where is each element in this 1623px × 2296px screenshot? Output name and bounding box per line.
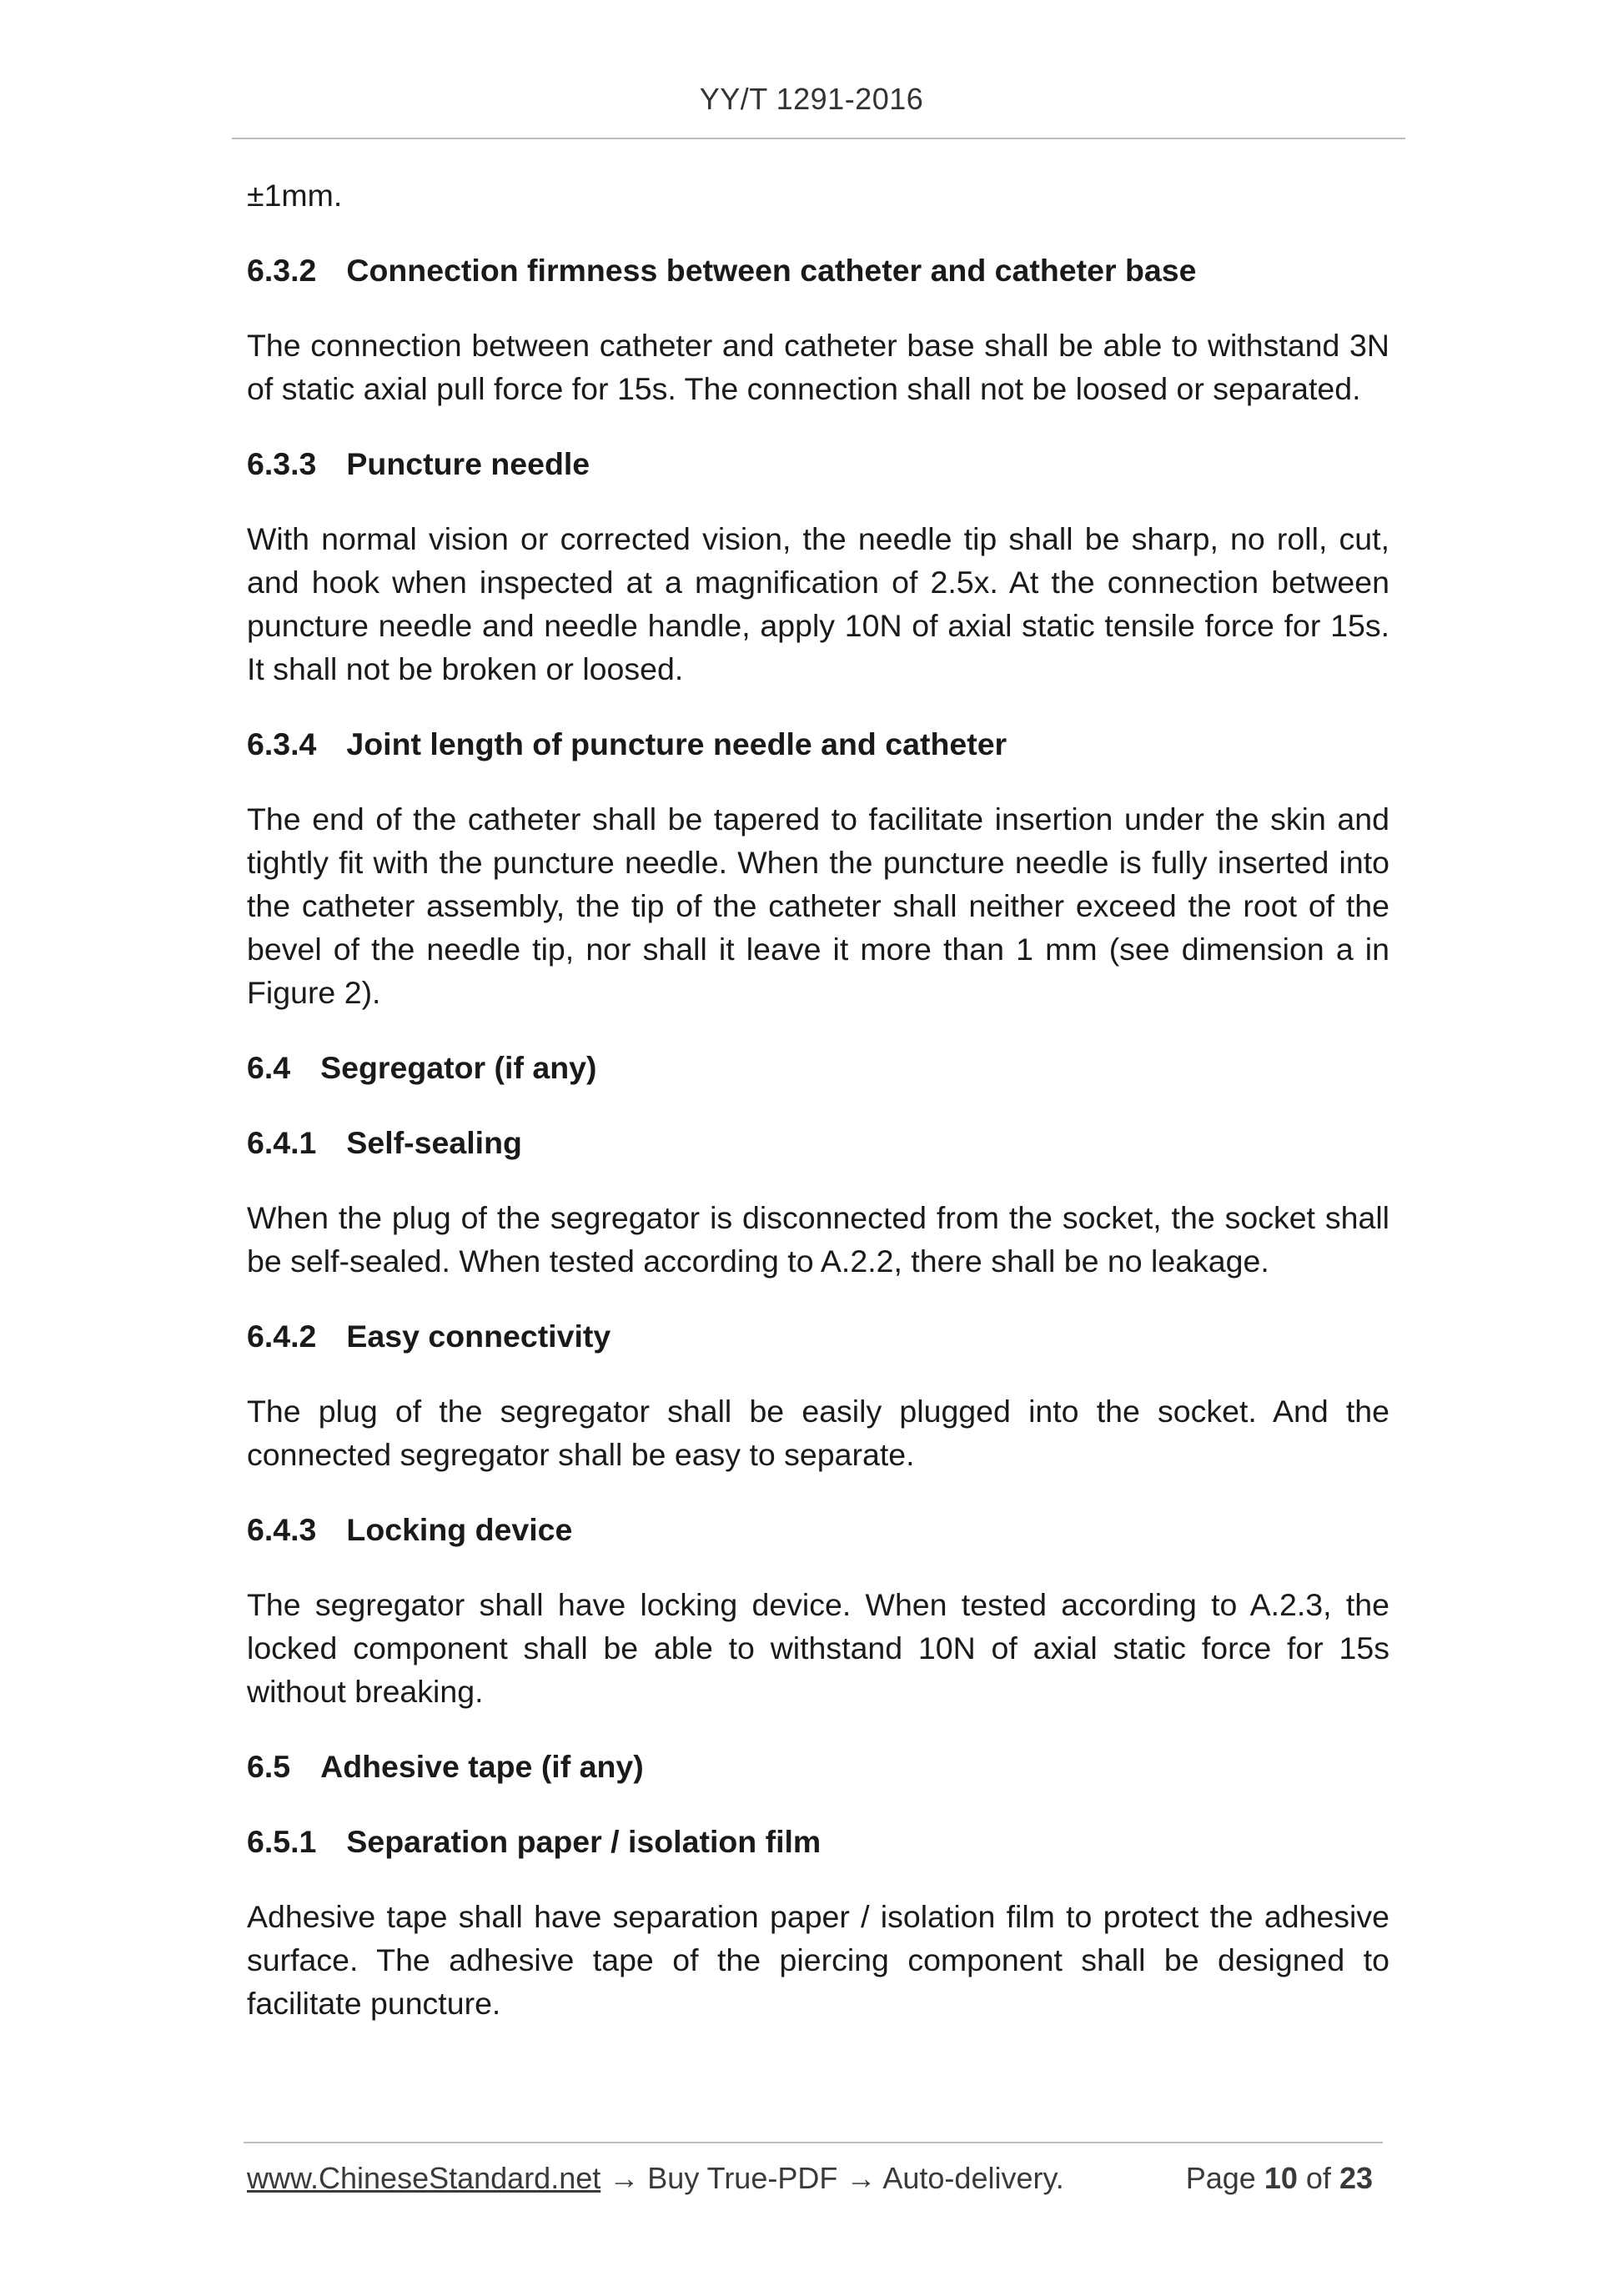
section-paragraph-6-4-3: The segregator shall have locking device. When tested according to A.2.3, the locked component shall be able to withstand 10N of axial static force for 15s without breaking. [247,1587,1389,1709]
section-title: Self-sealing [346,1125,522,1160]
section-title: Puncture needle [346,446,590,481]
section-number: 6.3.2 [247,253,317,288]
section-title: Segregator (if any) [320,1050,597,1085]
section-heading-6-3-2 [247,249,1389,292]
section-number: 6.3.4 [247,726,317,761]
section-number: 6.4.1 [247,1125,317,1160]
website-link[interactable]: www.ChineseStandard.net [247,2161,601,2195]
section-title: Joint length of puncture needle and catheter [346,726,1007,761]
section-heading-6-4 [247,1046,1389,1089]
section-paragraph-6-3-4: The end of the catheter shall be tapered to facilitate insertion under the skin and tightly fit with the puncture needle. When the puncture needle is fully inserted into the catheter assembly, the tip of the catheter shall neither exceed the root of the bevel of the needle tip, nor shall it leave it more than 1 mm (see dimension a in Figure 2). [247,801,1389,1010]
of-label: of [1305,2161,1331,2195]
section-heading-6-3-3 [247,442,1389,485]
section-heading-6-4-3 [247,1508,1389,1551]
footer-divider [244,2142,1383,2143]
document-body [247,173,1389,2057]
total-pages: 23 [1339,2161,1373,2195]
delivery-text: Auto-delivery. [882,2161,1064,2195]
arrow-icon: → [846,2161,877,2195]
current-page: 10 [1264,2161,1298,2195]
section-number: 6.4 [247,1050,291,1085]
section-paragraph-6-3-3: With normal vision or corrected vision, the needle tip shall be sharp, no roll, cut, and hook when inspected at a magnification of 2.5x. At the connection between puncture needle and needle handle, apply 10N of axial static tensile force for 15s. It shall not be broken or loosed. [247,521,1389,686]
page-label: Page [1185,2161,1256,2195]
section-paragraph-6-4-2: The plug of the segregator shall be easily plugged into the socket. And the connected segregator shall be easy to separate. [247,1394,1389,1472]
section-heading-6-5 [247,1745,1389,1788]
header-divider [232,138,1405,139]
section-title: Locking device [346,1512,573,1547]
section-heading-6-4-2 [247,1314,1389,1358]
section-heading-6-3-4 [247,722,1389,766]
section-title: Easy connectivity [346,1319,611,1354]
section-number: 6.4.3 [247,1512,317,1547]
section-number: 6.5.1 [247,1824,317,1859]
section-number: 6.5 [247,1749,291,1784]
section-heading-6-5-1 [247,1820,1389,1863]
section-heading-6-4-1 [247,1121,1389,1164]
section-number: 6.3.3 [247,446,317,481]
section-title: Connection firmness between catheter and catheter base [346,253,1197,288]
section-paragraph-6-5-1: Adhesive tape shall have separation paper / isolation film to protect the adhesive surface. The adhesive tape of the piercing component shall be designed to facilitate puncture. [247,1899,1389,2021]
running-header: YY/T 1291-2016 [699,82,924,116]
footer-promo [247,2158,1064,2198]
section-number: 6.4.2 [247,1319,317,1354]
intro-text: ±1mm. [247,178,343,213]
arrow-icon: → [609,2161,640,2195]
section-title: Separation paper / isolation film [346,1824,822,1859]
page-number [1186,2158,1373,2198]
buy-text: Buy True-PDF [647,2161,838,2195]
section-paragraph-6-4-1: When the plug of the segregator is disconnected from the socket, the socket shall be self-sealed. When tested according to A.2.2, there shall be no leakage. [247,1200,1389,1279]
section-title: Adhesive tape (if any) [320,1749,644,1784]
section-paragraph-6-3-2: The connection between catheter and catheter base shall be able to withstand 3N of static axial pull force for 15s. The connection shall not be loosed or separated. [247,328,1389,406]
